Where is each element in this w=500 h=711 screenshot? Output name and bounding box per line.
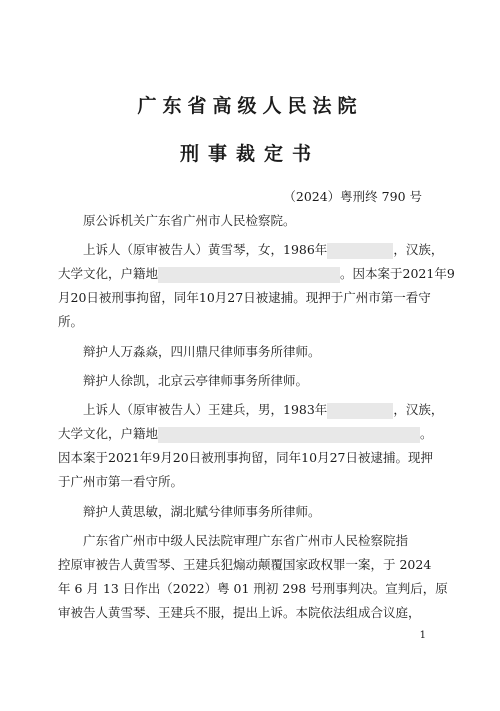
summary-line-4: 审被告人黄雪琴、王建兵不服，提出上诉。本院依法组成合议庭， bbox=[58, 605, 421, 620]
appellant1-line-2-text: 大学文化，户籍地 bbox=[58, 266, 159, 281]
defender-1-line: 辩护人万淼焱，四川鼎尺律师事务所律师。 bbox=[83, 344, 321, 359]
case-number: （2024）粤刑终 790 号 bbox=[283, 189, 422, 204]
page-number: 1 bbox=[419, 630, 426, 641]
appellant2-line-4: 于广州市第一看守所。 bbox=[58, 474, 184, 489]
appellant1-line-2 bbox=[58, 266, 455, 282]
appellant2-line-2-text: 大学文化，户籍地 bbox=[58, 426, 159, 441]
redaction-block bbox=[158, 267, 340, 283]
court-name-heading: 广东省高级人民法院 bbox=[137, 95, 363, 117]
appellant1-line-4: 所。 bbox=[58, 314, 84, 329]
appellant1-line-2-tail: 。因本案于2021年9 bbox=[340, 266, 455, 281]
appellant2-line-1-text: 上诉人（原审被告人）王建兵，男，1983年 bbox=[83, 402, 328, 417]
prosecutor-line: 原公诉机关广东省广州市人民检察院。 bbox=[83, 213, 296, 228]
redaction-block bbox=[327, 243, 393, 259]
appellant1-line-1-text: 上诉人（原审被告人）黄雪琴，女，1986年 bbox=[83, 242, 328, 257]
summary-line-2: 控原审被告人黄雪琴、王建兵犯煽动颠覆国家政权罪一案，于 2024 bbox=[58, 557, 432, 572]
appellant2-line-1-tail: ，汉族， bbox=[393, 402, 444, 417]
summary-line-3: 年 6 月 13 日作出（2022）粤 01 刑初 298 号刑事判决。宣判后，原 bbox=[58, 581, 448, 596]
appellant2-line-2 bbox=[58, 426, 433, 442]
document-type-heading: 刑事裁定书 bbox=[179, 143, 320, 165]
appellant2-line-2-tail: 。 bbox=[420, 426, 433, 441]
redaction-block bbox=[327, 403, 393, 419]
defender-2-line: 辩护人徐凯，北京云亭律师事务所律师。 bbox=[83, 373, 309, 388]
appellant1-line-1-tail: ，汉族， bbox=[393, 242, 444, 257]
appellant1-line-3: 月20日被刑事拘留，同年10月27日被逮捕。现押于广州市第一看守 bbox=[58, 290, 431, 305]
summary-line-1: 广东省广州市中级人民法院审理广东省广州市人民检察院指 bbox=[83, 533, 409, 548]
appellant2-line-1 bbox=[83, 402, 443, 418]
appellant2-line-3: 因本案于2021年9月20日被刑事拘留，同年10月27日被逮捕。现押 bbox=[58, 450, 433, 465]
appellant1-line-1 bbox=[83, 242, 443, 258]
redaction-block bbox=[158, 427, 420, 443]
defender-3-line: 辩护人黄思敏，湖北赋兮律师事务所律师。 bbox=[83, 504, 321, 519]
